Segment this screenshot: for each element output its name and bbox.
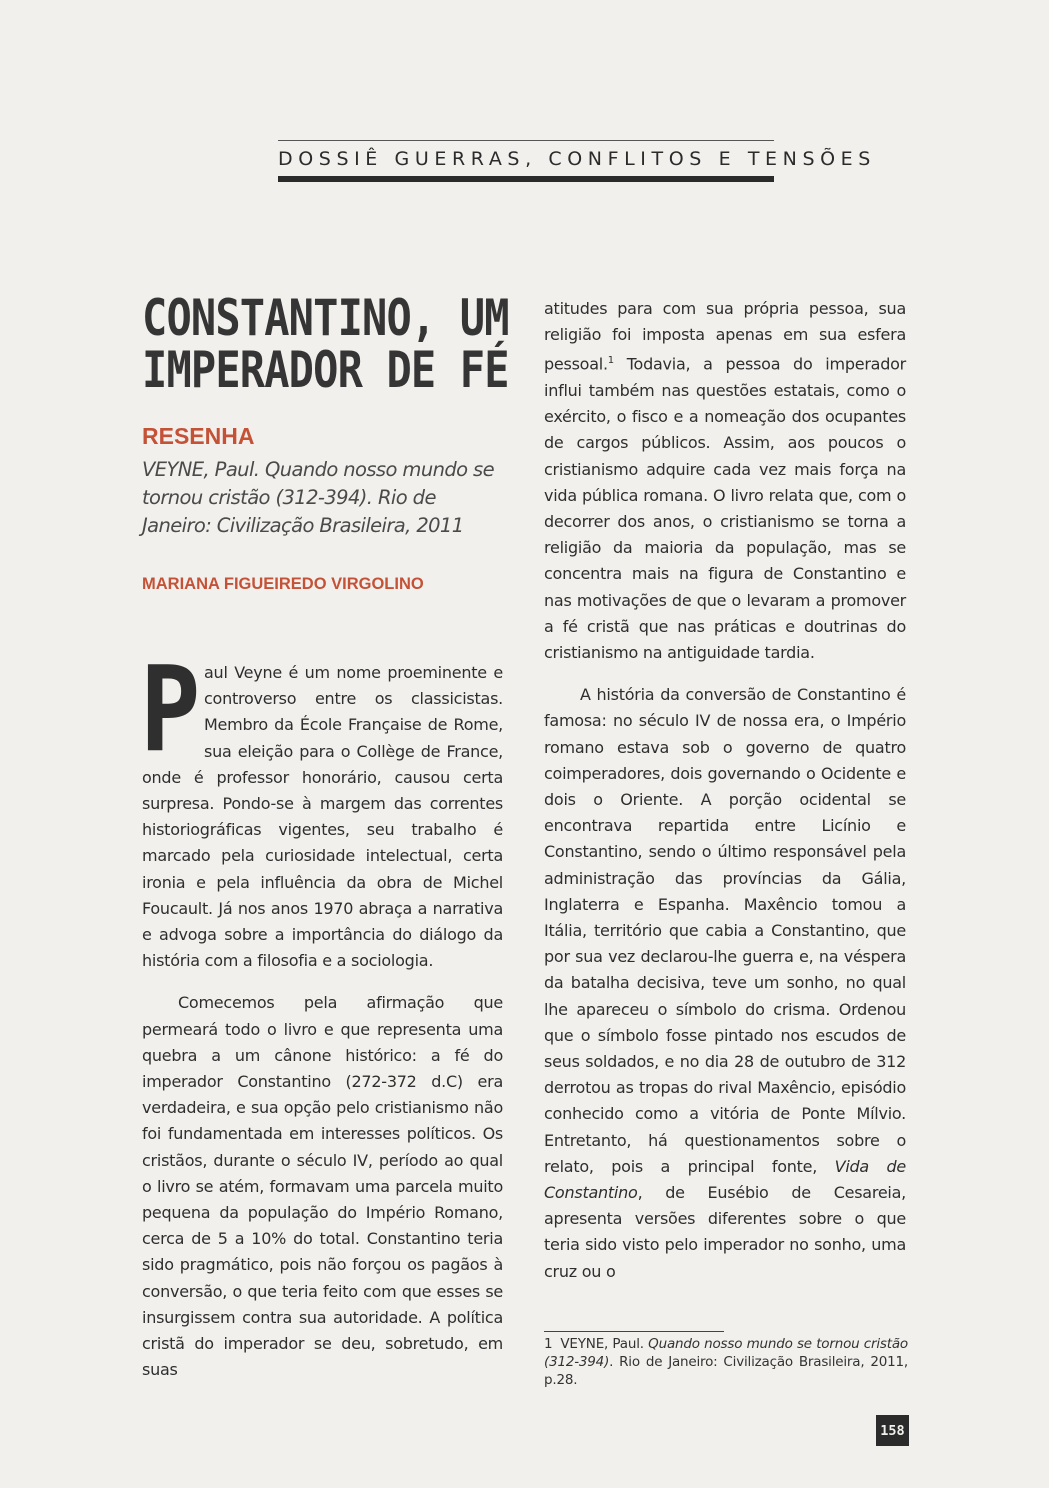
book-reference: VEYNE, Paul. Quando nosso mundo se tornou cristão (312-394). Rio de Janeiro: Civilização Brasileira, 2011	[142, 458, 494, 537]
footnote-ref: 1	[607, 355, 614, 367]
paragraph-3-text-b: , de Eusébio de Cesareia, apresenta versões diferentes sobre o que teria sido visto pelo imperador no sonho, uma cruz ou o	[544, 1183, 906, 1281]
title-line-2: IMPERADOR DE FÉ	[142, 341, 509, 399]
article-author: MARIANA FIGUEIREDO VIRGOLINO	[142, 575, 424, 593]
paragraph-3-italic: Vida de Constantino	[544, 1156, 907, 1203]
section-header: DOSSIÊ GUERRAS, CONFLITOS E TENSÕES	[278, 148, 876, 170]
footnote-number: 1	[544, 1336, 553, 1352]
footnote-rest: . Rio de Janeiro: Civilização Brasileira, 2011, p.28.	[544, 1353, 908, 1388]
paragraph-3-text-a: A história da conversão de Constantino é famosa: no século IV de nossa era, o Império romano estava sob o governo de quatro coimperadores, dois governando o Ocidente e dois o Oriente. A porção ocidental se encontrava repartida entre Licínio e Constantino, sendo o último responsável pela administração das províncias da Gália, Inglaterra e Espanha. Maxêncio tomou a Itália, território que cabia a Constantino, que por sua vez declarou-lhe guerra e, na véspera da batalha decisiva, teve um sonho, no qual lhe apareceu o símbolo do crisma. Ordenou que o símbolo fosse pintado nos escudos de seus soldados, e no dia 28 de outubro de 312 derrotou as tropas do rival Maxêncio, episódio conhecido como a vitória de Ponte Mílvio. Entretanto, há questionamentos sobre o relato, pois a principal fonte,	[544, 685, 906, 1176]
paragraph-2-continued	[544, 296, 906, 666]
footnote-rule	[544, 1331, 724, 1332]
header-rule-top	[278, 140, 774, 141]
drop-cap: P	[140, 640, 201, 778]
article-title	[142, 289, 509, 399]
paragraph-1-text: aul Veyne é um nome proeminente e controverso entre os classicistas. Membro da École Française de Rome, sua eleição para o Collège de France, onde é professor honorário, causou certa surpresa. Pondo-se à margem das correntes historiográficas vigentes, seu trabalho é marcado pela curiosidade intelectual, certa ironia e pela influência da obra de Michel Foucault. Já nos anos 1970 abraça a narrativa e advoga sobre a importância do diálogo da história com a filosofia e a sociologia.	[142, 663, 503, 971]
article-kicker: RESENHA	[142, 423, 255, 449]
page-number: 158	[876, 1415, 909, 1446]
paragraph-1	[140, 640, 503, 974]
footnote-author: VEYNE, Paul.	[560, 1336, 649, 1352]
right-column	[544, 296, 906, 1285]
header-rule-bottom	[278, 176, 774, 182]
paragraph-3	[544, 682, 906, 1285]
footnote	[544, 1336, 908, 1389]
paragraph-2-cont-a: atitudes para com sua própria pessoa, sua religião foi imposta apenas em sua esfera pessoal.	[544, 299, 906, 374]
left-column	[140, 640, 503, 1383]
title-line-1: CONSTANTINO, UM	[142, 289, 509, 347]
paragraph-2-cont-b: Todavia, a pessoa do imperador influi também nas questões estatais, como o exército, o fisco e a nomeação dos ocupantes de cargos públicos. Assim, aos poucos o cristianismo adquire cada vez mais força na vida pública romana. O livro relata que, com o decorrer dos anos, o cristianismo se torna a religião da maioria da população, mas se concentra mais na figura de Constantino e nas motivações de que o levaram a promover a fé cristã que nas práticas e doutrinas do cristianismo na antiguidade tardia.	[544, 354, 906, 662]
footnote-title: Quando nosso mundo se tornou cristão (312-394)	[544, 1336, 908, 1370]
paragraph-2: Comecemos pela afirmação que permeará todo o livro e que representa uma quebra a um cânone histórico: a fé do imperador Constantino (272-372 d.C) era verdadeira, e sua opção pelo cristianismo não foi fundamentada em interesses políticos. Os cristãos, durante o século IV, período ao qual o livro se atém, formavam uma parcela muito pequena da população do Império Romano, cerca de 5 a 10% do total. Constantino teria sido pragmático, pois não forçou os pagãos à conversão, o que teria feito com que esses se insurgissem contra sua autoridade. A política cristã do imperador se deu, sobretudo, em suas	[142, 993, 503, 1380]
